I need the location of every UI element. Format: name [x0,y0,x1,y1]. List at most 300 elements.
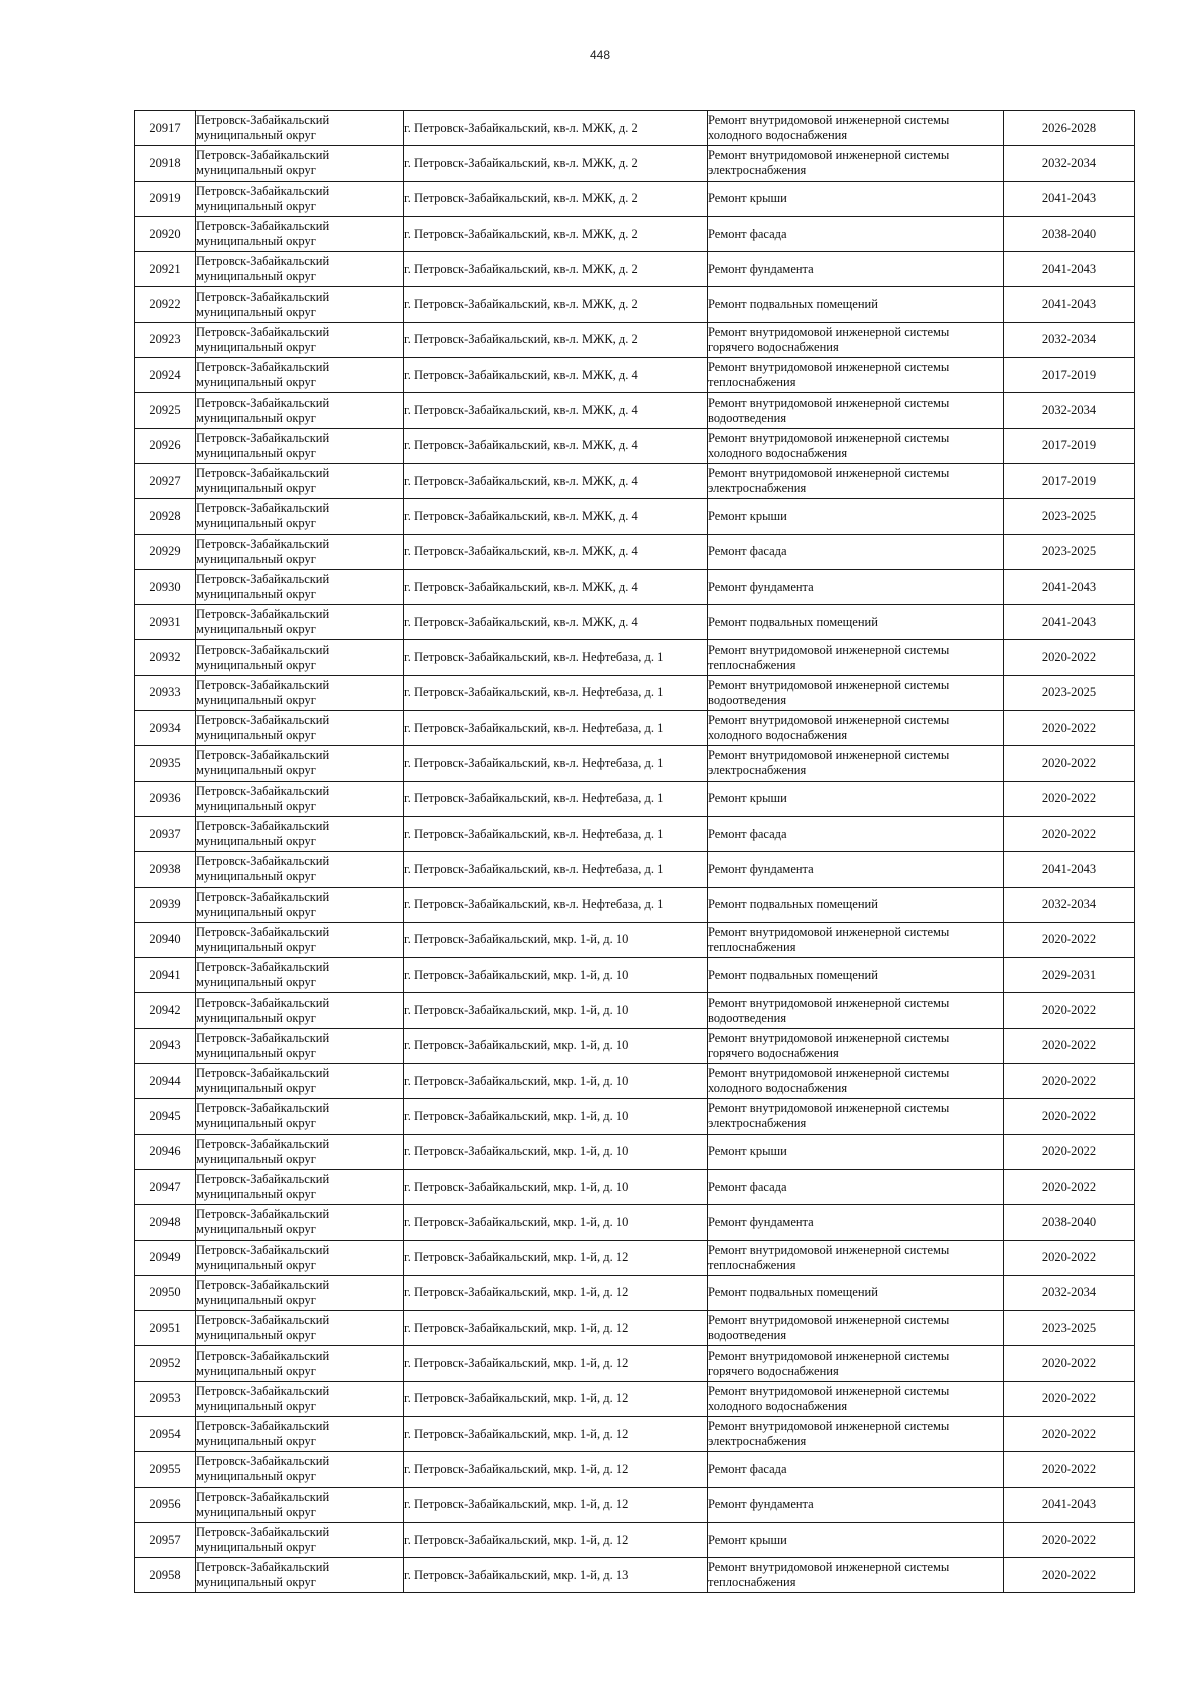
address-cell: г. Петровск-Забайкальский, мкр. 1-й, д. 10 [404,922,708,957]
table-row [135,428,1135,463]
work-type-line: электроснабжения [708,763,807,778]
address-cell: г. Петровск-Забайкальский, мкр. 1-й, д. 10 [404,1134,708,1169]
address-cell: г. Петровск-Забайкальский, мкр. 1-й, д. 10 [404,1205,708,1240]
work-type-line: водоотведения [708,1328,787,1343]
row-number-cell: 20946 [135,1134,196,1169]
period-cell: 2020-2022 [1004,781,1135,816]
work-type-line: Ремонт внутридомовой инженерной системы [708,148,950,163]
work-type-line: холодного водоснабжения [708,728,848,743]
municipality-line: муниципальный округ [196,869,316,884]
address-cell: г. Петровск-Забайкальский, мкр. 1-й, д. 12 [404,1381,708,1416]
work-type-line: горячего водоснабжения [708,339,839,354]
period-cell: 2020-2022 [1004,1558,1135,1593]
work-type-line: Ремонт крыши [708,508,787,523]
municipality-line: Петровск-Забайкальский [196,501,330,516]
municipality-line: муниципальный округ [196,445,316,460]
municipality-line: Петровск-Забайкальский [196,607,330,622]
municipality-line: Петровск-Забайкальский [196,254,330,269]
municipality-cell [196,640,404,675]
municipality-cell [196,499,404,534]
municipality-line: муниципальный округ [196,728,316,743]
municipality-line: муниципальный округ [196,798,316,813]
work-type-line: Ремонт крыши [708,1532,787,1547]
work-type-line: Ремонт внутридомовой инженерной системы [708,113,950,128]
municipality-cell [196,111,404,146]
address-cell: г. Петровск-Забайкальский, мкр. 1-й, д. 12 [404,1487,708,1522]
work-type-cell [708,816,1004,851]
work-type-line: Ремонт внутридомовой инженерной системы [708,1101,950,1116]
address-cell: г. Петровск-Забайкальский, кв-л. МЖК, д. 4 [404,534,708,569]
work-type-line: Ремонт внутридомовой инженерной системы [708,1066,950,1081]
work-type-cell [708,1381,1004,1416]
work-type-cell [708,358,1004,393]
municipality-line: Петровск-Забайкальский [196,1101,330,1116]
period-cell: 2020-2022 [1004,816,1135,851]
municipality-cell [196,711,404,746]
work-type-line: Ремонт подвальных помещений [708,1285,878,1300]
municipality-line: Петровск-Забайкальский [196,466,330,481]
work-type-line: холодного водоснабжения [708,445,848,460]
work-type-cell [708,1452,1004,1487]
municipality-line: Петровск-Забайкальский [196,1525,330,1540]
period-cell: 2020-2022 [1004,1452,1135,1487]
work-type-cell [708,958,1004,993]
table-row [135,1134,1135,1169]
row-number-cell: 20934 [135,711,196,746]
municipality-cell [196,1134,404,1169]
municipality-line: Петровск-Забайкальский [196,1207,330,1222]
work-type-line: теплоснабжения [708,375,796,390]
work-type-line: Ремонт подвальных помещений [708,614,878,629]
municipality-cell [196,1205,404,1240]
municipality-line: Петровск-Забайкальский [196,1030,330,1045]
period-cell: 2032-2034 [1004,322,1135,357]
period-cell: 2020-2022 [1004,1240,1135,1275]
address-cell: г. Петровск-Забайкальский, кв-л. Нефтебаза, д. 1 [404,781,708,816]
municipality-line: Петровск-Забайкальский [196,1277,330,1292]
row-number-cell: 20940 [135,922,196,957]
municipality-line: Петровск-Забайкальский [196,783,330,798]
row-number-cell: 20939 [135,887,196,922]
table-row [135,1205,1135,1240]
work-type-line: Ремонт внутридомовой инженерной системы [708,430,950,445]
work-type-line: Ремонт фасада [708,226,787,241]
period-cell: 2023-2025 [1004,1311,1135,1346]
municipality-cell [196,605,404,640]
row-number-cell: 20922 [135,287,196,322]
municipality-cell [196,569,404,604]
municipality-cell [196,322,404,357]
table-row [135,1311,1135,1346]
municipality-line: Петровск-Забайкальский [196,536,330,551]
work-type-cell [708,746,1004,781]
table-row [135,534,1135,569]
municipality-cell [196,887,404,922]
row-number-cell: 20924 [135,358,196,393]
address-cell: г. Петровск-Забайкальский, мкр. 1-й, д. 12 [404,1416,708,1451]
address-cell: г. Петровск-Забайкальский, мкр. 1-й, д. 12 [404,1311,708,1346]
work-type-cell [708,993,1004,1028]
municipality-line: Петровск-Забайкальский [196,183,330,198]
municipality-line: муниципальный округ [196,1504,316,1519]
period-cell: 2032-2034 [1004,1275,1135,1310]
municipality-line: муниципальный округ [196,1116,316,1131]
work-type-line: Ремонт подвальных помещений [708,897,878,912]
table-row [135,393,1135,428]
municipality-line: муниципальный округ [196,1081,316,1096]
municipality-line: Петровск-Забайкальский [196,1066,330,1081]
table-row [135,1381,1135,1416]
registry-table [134,110,1135,1593]
work-type-cell [708,287,1004,322]
work-type-cell [708,675,1004,710]
municipality-line: муниципальный округ [196,587,316,601]
work-type-line: Ремонт внутридомовой инженерной системы [708,1030,950,1045]
municipality-line: Петровск-Забайкальский [196,1313,330,1328]
municipality-cell [196,1099,404,1134]
period-cell: 2038-2040 [1004,216,1135,251]
work-type-line: электроснабжения [708,1116,807,1131]
municipality-cell [196,1487,404,1522]
row-number-cell: 20928 [135,499,196,534]
work-type-line: Ремонт фундамента [708,261,814,276]
period-cell: 2041-2043 [1004,852,1135,887]
table-row [135,922,1135,957]
work-type-line: горячего водоснабжения [708,1045,839,1060]
municipality-cell [196,1240,404,1275]
municipality-line: муниципальный округ [196,657,316,672]
row-number-cell: 20936 [135,781,196,816]
address-cell: г. Петровск-Забайкальский, кв-л. МЖК, д. 2 [404,252,708,287]
work-type-line: Ремонт внутридомовой инженерной системы [708,1242,950,1257]
work-type-line: водоотведения [708,1010,787,1025]
municipality-line: муниципальный округ [196,551,316,566]
address-cell: г. Петровск-Забайкальский, кв-л. МЖК, д. 4 [404,428,708,463]
row-number-cell: 20929 [135,534,196,569]
municipality-cell [196,1311,404,1346]
row-number-cell: 20954 [135,1416,196,1451]
municipality-line: муниципальный округ [196,1187,316,1202]
municipality-line: муниципальный округ [196,339,316,354]
row-number-cell: 20952 [135,1346,196,1381]
period-cell: 2023-2025 [1004,675,1135,710]
work-type-line: водоотведения [708,410,787,425]
row-number-cell: 20917 [135,111,196,146]
municipality-cell [196,287,404,322]
period-cell: 2020-2022 [1004,922,1135,957]
municipality-cell [196,1416,404,1451]
work-type-cell [708,1275,1004,1310]
municipality-line: Петровск-Забайкальский [196,677,330,692]
address-cell: г. Петровск-Забайкальский, мкр. 1-й, д. 10 [404,1169,708,1204]
work-type-line: холодного водоснабжения [708,128,848,143]
municipality-cell [196,358,404,393]
address-cell: г. Петровск-Забайкальский, мкр. 1-й, д. 10 [404,993,708,1028]
address-cell: г. Петровск-Забайкальский, мкр. 1-й, д. 10 [404,958,708,993]
table-row [135,958,1135,993]
work-type-line: теплоснабжения [708,939,796,954]
work-type-line: Ремонт внутридомовой инженерной системы [708,713,950,728]
address-cell: г. Петровск-Забайкальский, кв-л. Нефтебаза, д. 1 [404,852,708,887]
row-number-cell: 20925 [135,393,196,428]
municipality-line: муниципальный округ [196,269,316,284]
address-cell: г. Петровск-Забайкальский, мкр. 1-й, д. 12 [404,1240,708,1275]
municipality-line: муниципальный округ [196,1540,316,1555]
work-type-cell [708,181,1004,216]
page-number: 448 [589,48,611,62]
municipality-cell [196,1275,404,1310]
table-row [135,887,1135,922]
municipality-cell [196,1381,404,1416]
work-type-line: Ремонт фасада [708,544,787,559]
period-cell: 2032-2034 [1004,146,1135,181]
municipality-line: Петровск-Забайкальский [196,1136,330,1151]
row-number-cell: 20933 [135,675,196,710]
address-cell: г. Петровск-Забайкальский, мкр. 1-й, д. 10 [404,1028,708,1063]
work-type-line: Ремонт крыши [708,791,787,806]
table-row [135,569,1135,604]
work-type-line: Ремонт внутридомовой инженерной системы [708,924,950,939]
period-cell: 2020-2022 [1004,1416,1135,1451]
municipality-line: Петровск-Забайкальский [196,713,330,728]
period-cell: 2023-2025 [1004,534,1135,569]
address-cell: г. Петровск-Забайкальский, кв-л. МЖК, д. 2 [404,287,708,322]
address-cell: г. Петровск-Забайкальский, кв-л. МЖК, д. 4 [404,393,708,428]
period-cell: 2020-2022 [1004,1381,1135,1416]
work-type-line: холодного водоснабжения [708,1398,848,1413]
municipality-line: муниципальный округ [196,1398,316,1413]
municipality-line: Петровск-Забайкальский [196,1383,330,1398]
municipality-line: Петровск-Забайкальский [196,572,330,586]
work-type-line: Ремонт крыши [708,191,787,206]
municipality-cell [196,216,404,251]
address-cell: г. Петровск-Забайкальский, кв-л. Нефтебаза, д. 1 [404,711,708,746]
work-type-line: Ремонт внутридомовой инженерной системы [708,642,950,657]
table-row [135,816,1135,851]
municipality-cell [196,146,404,181]
table-row [135,1275,1135,1310]
work-type-cell [708,1558,1004,1593]
municipality-cell [196,1346,404,1381]
period-cell: 2029-2031 [1004,958,1135,993]
work-type-line: Ремонт фундамента [708,861,814,876]
municipality-line: Петровск-Забайкальский [196,854,330,869]
work-type-line: Ремонт внутридомовой инженерной системы [708,324,950,339]
municipality-cell [196,958,404,993]
work-type-cell [708,887,1004,922]
work-type-line: Ремонт внутридомовой инженерной системы [708,1348,950,1363]
municipality-cell [196,781,404,816]
row-number-cell: 20943 [135,1028,196,1063]
work-type-line: электроснабжения [708,163,807,178]
address-cell: г. Петровск-Забайкальский, мкр. 1-й, д. 12 [404,1346,708,1381]
period-cell: 2020-2022 [1004,1099,1135,1134]
municipality-cell [196,675,404,710]
period-cell: 2032-2034 [1004,393,1135,428]
table-row [135,852,1135,887]
municipality-line: Петровск-Забайкальский [196,1560,330,1575]
address-cell: г. Петровск-Забайкальский, мкр. 1-й, д. 12 [404,1452,708,1487]
table-row [135,1416,1135,1451]
table-row [135,605,1135,640]
period-cell: 2038-2040 [1004,1205,1135,1240]
row-number-cell: 20950 [135,1275,196,1310]
table-row [135,463,1135,498]
period-cell: 2020-2022 [1004,1169,1135,1204]
period-cell: 2017-2019 [1004,428,1135,463]
table-row [135,1452,1135,1487]
address-cell: г. Петровск-Забайкальский, кв-л. Нефтебаза, д. 1 [404,816,708,851]
address-cell: г. Петровск-Забайкальский, мкр. 1-й, д. 12 [404,1275,708,1310]
municipality-line: муниципальный округ [196,1222,316,1237]
work-type-line: Ремонт внутридомовой инженерной системы [708,1560,950,1575]
period-cell: 2023-2025 [1004,499,1135,534]
period-cell: 2020-2022 [1004,746,1135,781]
work-type-cell [708,146,1004,181]
work-type-cell [708,463,1004,498]
work-type-cell [708,852,1004,887]
work-type-cell [708,111,1004,146]
municipality-line: муниципальный округ [196,939,316,954]
period-cell: 2032-2034 [1004,887,1135,922]
row-number-cell: 20927 [135,463,196,498]
municipality-line: Петровск-Забайкальский [196,1348,330,1363]
row-number-cell: 20944 [135,1064,196,1099]
table-row [135,358,1135,393]
work-type-cell [708,640,1004,675]
row-number-cell: 20920 [135,216,196,251]
table-row [135,1558,1135,1593]
municipality-cell [196,816,404,851]
table-row [135,1487,1135,1522]
period-cell: 2020-2022 [1004,1346,1135,1381]
municipality-line: Петровск-Забайкальский [196,960,330,975]
address-cell: г. Петровск-Забайкальский, кв-л. МЖК, д. 2 [404,216,708,251]
address-cell: г. Петровск-Забайкальский, мкр. 1-й, д. 13 [404,1558,708,1593]
period-cell: 2041-2043 [1004,287,1135,322]
municipality-line: Петровск-Забайкальский [196,430,330,445]
row-number-cell: 20955 [135,1452,196,1487]
table-row [135,181,1135,216]
municipality-cell [196,1028,404,1063]
table-row [135,216,1135,251]
work-type-cell [708,711,1004,746]
work-type-cell [708,216,1004,251]
municipality-cell [196,1169,404,1204]
municipality-line: муниципальный округ [196,1575,316,1590]
municipality-line: Петровск-Забайкальский [196,360,330,375]
table-row [135,1028,1135,1063]
municipality-line: муниципальный округ [196,163,316,178]
row-number-cell: 20947 [135,1169,196,1204]
work-type-line: Ремонт фасада [708,1179,787,1194]
address-cell: г. Петровск-Забайкальский, кв-л. Нефтебаза, д. 1 [404,675,708,710]
row-number-cell: 20923 [135,322,196,357]
work-type-cell [708,1134,1004,1169]
address-cell: г. Петровск-Забайкальский, мкр. 1-й, д. 12 [404,1522,708,1557]
address-cell: г. Петровск-Забайкальский, кв-л. МЖК, д. 4 [404,499,708,534]
table-row [135,675,1135,710]
work-type-line: Ремонт фасада [708,826,787,841]
row-number-cell: 20948 [135,1205,196,1240]
municipality-line: муниципальный округ [196,1434,316,1449]
municipality-line: муниципальный округ [196,128,316,143]
work-type-cell [708,605,1004,640]
table-row [135,499,1135,534]
municipality-cell [196,746,404,781]
row-number-cell: 20919 [135,181,196,216]
municipality-line: Петровск-Забайкальский [196,324,330,339]
municipality-line: муниципальный округ [196,304,316,319]
municipality-cell [196,1452,404,1487]
municipality-line: муниципальный округ [196,410,316,425]
registry-table-body [135,111,1135,1593]
municipality-line: Петровск-Забайкальский [196,148,330,163]
period-cell: 2020-2022 [1004,993,1135,1028]
work-type-line: Ремонт фундамента [708,1214,814,1229]
work-type-cell [708,569,1004,604]
municipality-line: муниципальный округ [196,904,316,919]
row-number-cell: 20921 [135,252,196,287]
work-type-line: Ремонт внутридомовой инженерной системы [708,1313,950,1328]
table-row [135,746,1135,781]
work-type-line: Ремонт внутридомовой инженерной системы [708,995,950,1010]
work-type-cell [708,1346,1004,1381]
row-number-cell: 20937 [135,816,196,851]
table-row [135,146,1135,181]
municipality-line: Петровск-Забайкальский [196,395,330,410]
municipality-line: Петровск-Забайкальский [196,289,330,304]
work-type-line: Ремонт подвальных помещений [708,297,878,312]
work-type-cell [708,1522,1004,1557]
municipality-line: Петровск-Забайкальский [196,1242,330,1257]
work-type-cell [708,1311,1004,1346]
row-number-cell: 20958 [135,1558,196,1593]
work-type-cell [708,1099,1004,1134]
municipality-cell [196,463,404,498]
municipality-cell [196,181,404,216]
work-type-line: Ремонт внутридомовой инженерной системы [708,1419,950,1434]
municipality-line: Петровск-Забайкальский [196,819,330,834]
row-number-cell: 20938 [135,852,196,887]
work-type-line: теплоснабжения [708,1257,796,1272]
municipality-line: муниципальный округ [196,1010,316,1025]
address-cell: г. Петровск-Забайкальский, кв-л. Нефтебаза, д. 1 [404,640,708,675]
municipality-line: муниципальный округ [196,834,316,849]
work-type-line: Ремонт внутридомовой инженерной системы [708,748,950,763]
work-type-cell [708,1487,1004,1522]
municipality-line: Петровск-Забайкальский [196,924,330,939]
address-cell: г. Петровск-Забайкальский, кв-л. МЖК, д. 4 [404,463,708,498]
table-row [135,1346,1135,1381]
period-cell: 2041-2043 [1004,181,1135,216]
table-row [135,1240,1135,1275]
table-row [135,640,1135,675]
row-number-cell: 20926 [135,428,196,463]
period-cell: 2026-2028 [1004,111,1135,146]
work-type-line: Ремонт подвальных помещений [708,967,878,982]
work-type-line: Ремонт крыши [708,1144,787,1159]
work-type-cell [708,1240,1004,1275]
period-cell: 2020-2022 [1004,711,1135,746]
work-type-line: теплоснабжения [708,1575,796,1590]
table-row [135,1169,1135,1204]
municipality-line: муниципальный округ [196,975,316,990]
municipality-cell [196,993,404,1028]
table-row [135,781,1135,816]
work-type-line: Ремонт внутридомовой инженерной системы [708,395,950,410]
address-cell: г. Петровск-Забайкальский, кв-л. Нефтебаза, д. 1 [404,746,708,781]
